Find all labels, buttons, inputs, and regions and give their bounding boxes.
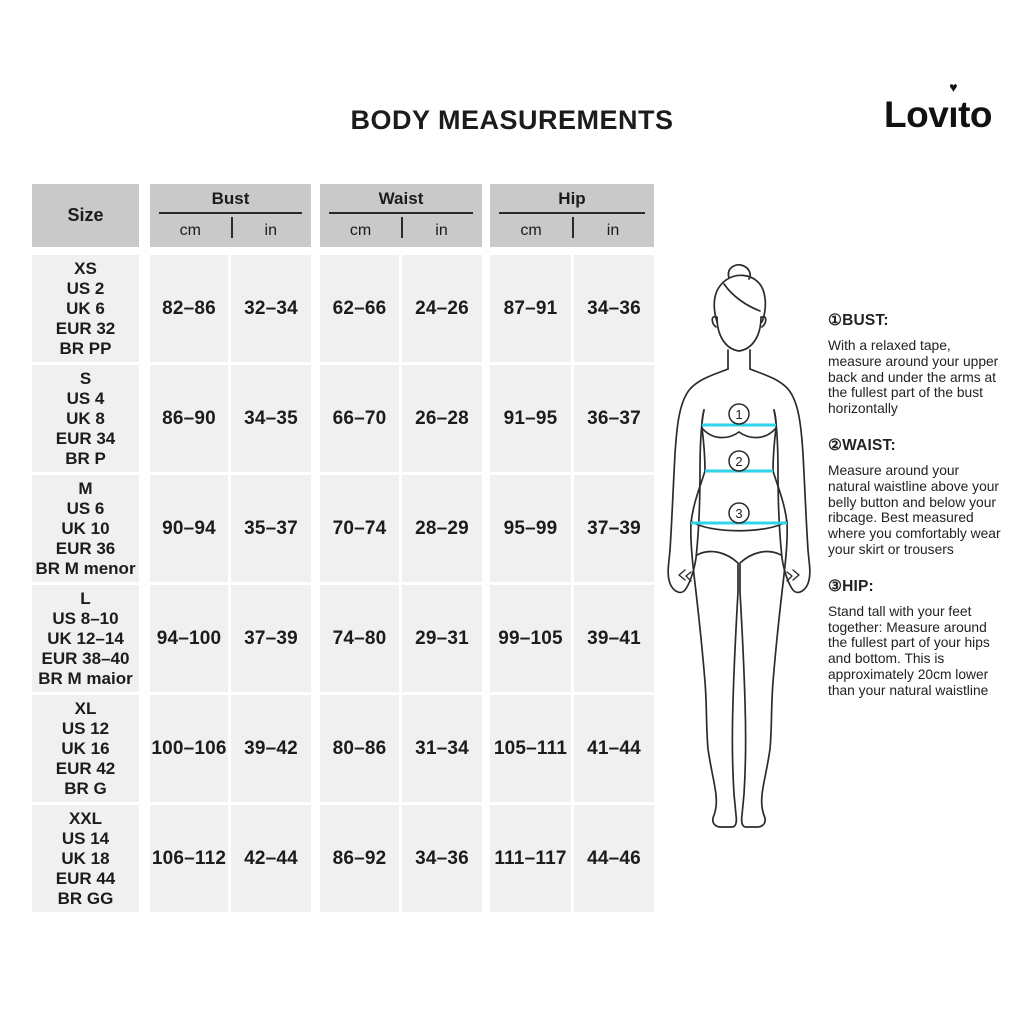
hip-instruction-heading: ③HIP: xyxy=(828,577,874,595)
measurement-cell: 70–74 xyxy=(320,475,399,582)
measurement-cell: 24–26 xyxy=(402,255,482,362)
size-line: UK 10 xyxy=(61,518,110,538)
size-line: BR M maior xyxy=(38,668,133,688)
measurement-cell: 34–35 xyxy=(231,365,311,472)
measurement-cell: 34–36 xyxy=(402,805,482,912)
waist-instruction-heading: ②WAIST: xyxy=(828,436,896,454)
size-line: US 2 xyxy=(66,278,105,298)
measurement-cell: 106–112 xyxy=(150,805,228,912)
waist-units xyxy=(320,214,482,247)
size-line: US 14 xyxy=(61,828,110,848)
hip-instruction xyxy=(828,577,1004,699)
bust-curve xyxy=(702,428,739,438)
hip-label: Hip xyxy=(558,189,586,208)
measurement-cell: 86–92 xyxy=(320,805,399,912)
size-line: UK 16 xyxy=(61,738,110,758)
measurement-cell: 29–31 xyxy=(402,585,482,692)
size-line: EUR 42 xyxy=(55,758,116,778)
measurement-cell: 66–70 xyxy=(320,365,399,472)
bust-units xyxy=(150,214,311,247)
hand-detail xyxy=(679,570,685,580)
hair-fringe-line xyxy=(724,284,760,311)
size-cell xyxy=(32,255,139,362)
unit-cm-label: cm xyxy=(179,221,201,239)
hip-units xyxy=(490,214,654,247)
size-line: UK 6 xyxy=(66,298,105,318)
hand-detail xyxy=(787,572,792,581)
size-line: L xyxy=(80,588,91,608)
size-line: EUR 36 xyxy=(55,538,116,558)
measurement-cell: 87–91 xyxy=(490,255,571,362)
measurement-cell: 100–106 xyxy=(150,695,228,802)
size-line: UK 8 xyxy=(66,408,105,428)
size-line: US 8–10 xyxy=(52,608,119,628)
heart-dot-icon: ♥ xyxy=(949,79,958,95)
body-figure-illustration xyxy=(660,262,830,837)
measurement-cell: 31–34 xyxy=(402,695,482,802)
size-cell xyxy=(32,805,139,912)
unit-in-label: in xyxy=(435,221,448,239)
right-arm-outline xyxy=(750,369,810,592)
size-line: EUR 32 xyxy=(55,318,116,338)
size-line: EUR 34 xyxy=(55,428,116,448)
marker-1-number: 1 xyxy=(735,407,743,422)
measurement-cell: 105–111 xyxy=(490,695,571,802)
size-line: BR P xyxy=(65,448,106,468)
measurement-cell: 95–99 xyxy=(490,475,571,582)
marker-3-number: 3 xyxy=(735,506,743,521)
measurement-cell: 39–42 xyxy=(231,695,311,802)
measurement-cell: 90–94 xyxy=(150,475,228,582)
measurement-cell: 80–86 xyxy=(320,695,399,802)
table-row xyxy=(32,805,654,912)
size-line: BR G xyxy=(64,778,107,798)
size-line: EUR 38–40 xyxy=(41,648,130,668)
unit-divider xyxy=(401,217,403,238)
face-outline xyxy=(717,317,761,351)
size-line: EUR 44 xyxy=(55,868,116,888)
size-line: XXL xyxy=(68,808,103,828)
size-line: UK 12–14 xyxy=(47,628,124,648)
measurement-cell: 36–37 xyxy=(574,365,654,472)
measurement-cell: 42–44 xyxy=(231,805,311,912)
table-row xyxy=(32,585,654,692)
size-cell xyxy=(32,695,139,802)
measurement-cell: 82–86 xyxy=(150,255,228,362)
page-title: BODY MEASUREMENTS xyxy=(350,105,674,135)
measurement-cell: 39–41 xyxy=(574,585,654,692)
bust-instruction xyxy=(828,311,1004,417)
measurement-cell: 94–100 xyxy=(150,585,228,692)
unit-cm-label: cm xyxy=(349,221,372,239)
head-outline xyxy=(714,275,765,322)
unit-in-label: in xyxy=(606,221,620,239)
torso-left-leg-outline xyxy=(691,410,738,827)
logo-text-i: ı xyxy=(948,94,959,135)
table-row xyxy=(32,365,654,472)
measurement-cell: 26–28 xyxy=(402,365,482,472)
size-line: M xyxy=(78,478,93,498)
size-line: UK 18 xyxy=(61,848,110,868)
size-column-header: Size xyxy=(32,184,139,247)
measurement-cell: 41–44 xyxy=(574,695,654,802)
lovito-logo xyxy=(884,79,992,136)
measurement-cell: 111–117 xyxy=(490,805,571,912)
bust-instruction-heading: ①BUST: xyxy=(828,312,889,329)
size-line: BR GG xyxy=(57,888,114,908)
size-line: US 4 xyxy=(66,388,105,408)
unit-divider xyxy=(231,217,233,238)
size-line: BR PP xyxy=(59,338,112,358)
bikini-line xyxy=(740,552,781,563)
hand-detail xyxy=(793,570,799,580)
measurement-cell: 74–80 xyxy=(320,585,399,692)
hand-detail xyxy=(686,572,691,581)
waist-label: Waist xyxy=(378,189,424,208)
logo-text-suffix: to xyxy=(958,94,992,135)
bust-curve xyxy=(739,428,776,438)
measurement-cell: 99–105 xyxy=(490,585,571,692)
hip-instruction-body: Stand tall with your feet together: Measure around the fullest part of your hips and bottom. This is approximately 20cm lower than your natural waistline xyxy=(828,603,990,698)
table-row xyxy=(32,475,654,582)
measurement-cell: 34–36 xyxy=(574,255,654,362)
measurement-cell: 62–66 xyxy=(320,255,399,362)
measurement-cell: 44–46 xyxy=(574,805,654,912)
unit-in-label: in xyxy=(264,221,277,239)
hip-column-group-header xyxy=(490,184,654,247)
measurement-cell: 32–34 xyxy=(231,255,311,362)
size-line: S xyxy=(79,368,92,388)
waist-column-group-header xyxy=(320,184,482,247)
table-row xyxy=(32,255,654,362)
size-line: XL xyxy=(74,698,97,718)
bust-instruction-body: With a relaxed tape, measure around your upper back and under the arms at the fullest part of the bust horizontally xyxy=(828,338,999,417)
measurement-cell: 37–39 xyxy=(574,475,654,582)
size-cell xyxy=(32,475,139,582)
size-cell xyxy=(32,585,139,692)
bust-label: Bust xyxy=(211,189,250,208)
measurement-cell: 28–29 xyxy=(402,475,482,582)
bikini-line xyxy=(697,552,738,563)
size-line: US 6 xyxy=(66,498,105,518)
torso-right-leg-outline xyxy=(740,410,787,827)
size-cell xyxy=(32,365,139,472)
size-table-body xyxy=(32,255,654,912)
unit-divider xyxy=(572,217,574,238)
bust-column-group-header xyxy=(150,184,311,247)
size-line: BR M menor xyxy=(35,558,136,578)
waist-instruction xyxy=(828,436,1004,558)
measurement-cell: 35–37 xyxy=(231,475,311,582)
table-row xyxy=(32,695,654,802)
table-header-row xyxy=(32,184,654,247)
measurement-cell: 37–39 xyxy=(231,585,311,692)
marker-2-number: 2 xyxy=(735,454,743,469)
size-line: XS xyxy=(74,258,97,278)
measurement-cell: 86–90 xyxy=(150,365,228,472)
measurement-cell: 91–95 xyxy=(490,365,571,472)
waist-instruction-body: Measure around your natural waistline above your belly button and below your ribcage. Best measured where you comfortably wear your skirt or trousers xyxy=(828,462,1001,557)
female-silhouette-diagram xyxy=(660,262,830,837)
unit-cm-label: cm xyxy=(520,221,542,239)
measurement-instructions xyxy=(828,311,1004,718)
left-arm-outline xyxy=(668,369,728,592)
logo-text-prefix: Lov xyxy=(884,94,949,135)
size-table xyxy=(32,184,654,915)
size-line: US 12 xyxy=(61,718,110,738)
